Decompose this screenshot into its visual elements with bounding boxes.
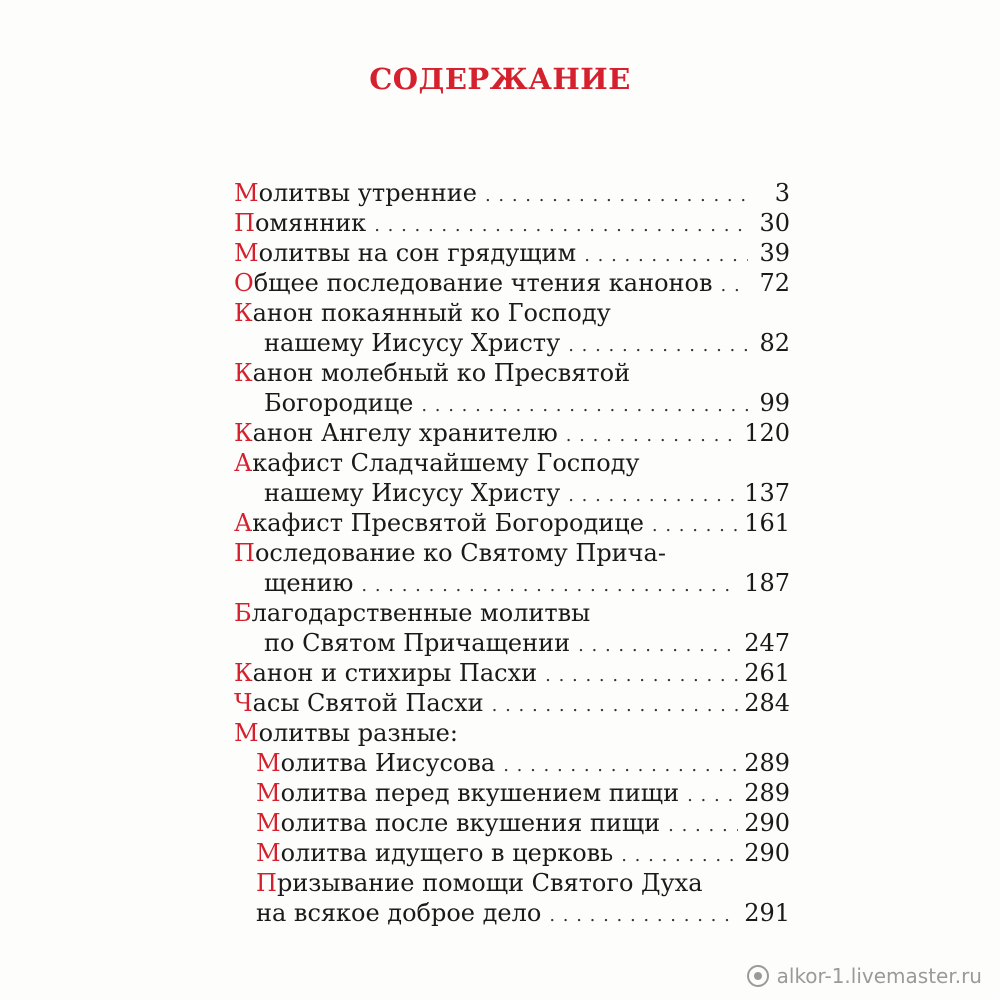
- toc-sub-entry: [256, 808, 790, 838]
- toc-entry: [234, 208, 790, 238]
- entry-title: анон молебный ко Пресвятой: [252, 359, 631, 387]
- leader-dots: [485, 181, 748, 211]
- toc-sub-entry: [256, 778, 790, 808]
- entry-title: анон Ангелу хранителю: [252, 419, 558, 447]
- entry-title: бщее последование чтения канонов: [253, 269, 713, 297]
- toc-entry: [234, 538, 790, 568]
- page-number: 137: [744, 479, 790, 507]
- watermark-text: alkor-1.livemaster.ru: [776, 964, 982, 988]
- entry-title: ризывание помощи Святого Духа: [276, 869, 703, 897]
- entry-title: олитвы утренние: [258, 179, 477, 207]
- page-number: 284: [744, 689, 790, 717]
- page-number: 161: [744, 509, 790, 537]
- red-initial: М: [256, 839, 281, 867]
- page-number: 289: [744, 749, 790, 777]
- red-initial: К: [234, 659, 253, 687]
- red-initial: М: [256, 749, 281, 777]
- leader-dots: [652, 511, 738, 541]
- watermark: [747, 964, 982, 988]
- leader-dots: [549, 901, 738, 931]
- entry-title: олитва после вкушения пищи: [280, 809, 661, 837]
- red-initial: О: [234, 269, 254, 297]
- page-number: 82: [759, 329, 790, 357]
- toc-entry: [234, 418, 790, 448]
- leader-dots: [721, 271, 748, 301]
- leader-dots: [568, 481, 738, 511]
- leader-dots: [566, 421, 738, 451]
- red-initial: П: [234, 209, 255, 237]
- entry-title: олитвы разные:: [258, 719, 458, 747]
- toc-sub-entry: [256, 868, 790, 898]
- red-initial: Ч: [234, 689, 253, 717]
- toc-entry-continuation: [264, 478, 790, 508]
- toc-entry: [234, 358, 790, 388]
- entry-title-cont: Богородице: [264, 389, 414, 417]
- livemaster-logo-icon: [747, 965, 769, 987]
- red-initial: М: [234, 239, 259, 267]
- toc-entry: [234, 658, 790, 688]
- entry-title: олитва Иисусова: [280, 749, 496, 777]
- red-initial: К: [234, 359, 253, 387]
- entry-title: олитва перед вкушением пищи: [280, 779, 680, 807]
- leader-dots: [421, 391, 748, 421]
- red-initial: П: [256, 869, 277, 897]
- entry-title: омянник: [254, 209, 367, 237]
- entry-title: анон покаянный ко Господу: [252, 299, 611, 327]
- toc-entry: [234, 178, 790, 208]
- entry-title: кафист Пресвятой Богородице: [252, 509, 644, 537]
- leader-dots: [584, 241, 748, 271]
- page-number: 3: [774, 179, 790, 207]
- leader-dots: [545, 661, 738, 691]
- leader-dots: [374, 211, 748, 241]
- entry-title-cont: по Святом Причащении: [264, 629, 571, 657]
- page-number: 120: [744, 419, 790, 447]
- leader-dots: [503, 751, 738, 781]
- toc-entry-continuation: [264, 328, 790, 358]
- page-number: 99: [759, 389, 790, 417]
- leader-dots: [361, 571, 738, 601]
- page-number: 291: [744, 899, 790, 927]
- red-initial: К: [234, 419, 253, 447]
- toc-entry: [234, 718, 790, 748]
- toc-entry-continuation: [264, 388, 790, 418]
- toc-sub-entry-continuation: [256, 898, 790, 928]
- toc-entry-continuation: [264, 628, 790, 658]
- page-number: 30: [759, 209, 790, 237]
- page-number: 247: [744, 629, 790, 657]
- entry-title: кафист Сладчайшему Господу: [252, 449, 640, 477]
- toc-entry: [234, 298, 790, 328]
- toc-entry: [234, 688, 790, 718]
- leader-dots: [621, 841, 738, 871]
- red-initial: К: [234, 299, 253, 327]
- toc-entry: [234, 238, 790, 268]
- leader-dots: [687, 781, 738, 811]
- toc-entry: [234, 268, 790, 298]
- entry-title: оследование ко Святому Прича-: [254, 539, 666, 567]
- page-title: СОДЕРЖАНИЕ: [369, 62, 631, 96]
- toc-entry: [234, 448, 790, 478]
- red-initial: М: [234, 719, 259, 747]
- page-number: 290: [744, 839, 790, 867]
- entry-title: олитвы на сон грядущим: [258, 239, 577, 267]
- entry-title: лагодарственные молитвы: [251, 599, 591, 627]
- red-initial: М: [256, 809, 281, 837]
- entry-title-cont: нашему Иисусу Христу: [264, 329, 561, 357]
- toc-sub-entry: [256, 748, 790, 778]
- entry-title: асы Святой Пасхи: [252, 689, 484, 717]
- red-initial: Б: [234, 599, 252, 627]
- toc-entry: [234, 508, 790, 538]
- red-initial: П: [234, 539, 255, 567]
- page-number: 72: [759, 269, 790, 297]
- entry-title: олитва идущего в церковь: [280, 839, 614, 867]
- red-initial: М: [234, 179, 259, 207]
- entry-title: анон и стихиры Пасхи: [252, 659, 538, 687]
- red-initial: А: [234, 509, 253, 537]
- toc-sub-entry: [256, 838, 790, 868]
- toc-entry: [234, 598, 790, 628]
- leader-dots: [492, 691, 739, 721]
- red-initial: М: [256, 779, 281, 807]
- page-number: 39: [759, 239, 790, 267]
- page-number: 187: [744, 569, 790, 597]
- page-number: 290: [744, 809, 790, 837]
- toc-entry-continuation: [264, 568, 790, 598]
- red-initial: А: [234, 449, 253, 477]
- entry-title-cont: нашему Иисусу Христу: [264, 479, 561, 507]
- entry-title-cont: на всякое доброе дело: [256, 899, 542, 927]
- page-number: 261: [744, 659, 790, 687]
- leader-dots: [568, 331, 748, 361]
- page-number: 289: [744, 779, 790, 807]
- entry-title-cont: щению: [264, 569, 354, 597]
- leader-dots: [578, 631, 738, 661]
- leader-dots: [668, 811, 738, 841]
